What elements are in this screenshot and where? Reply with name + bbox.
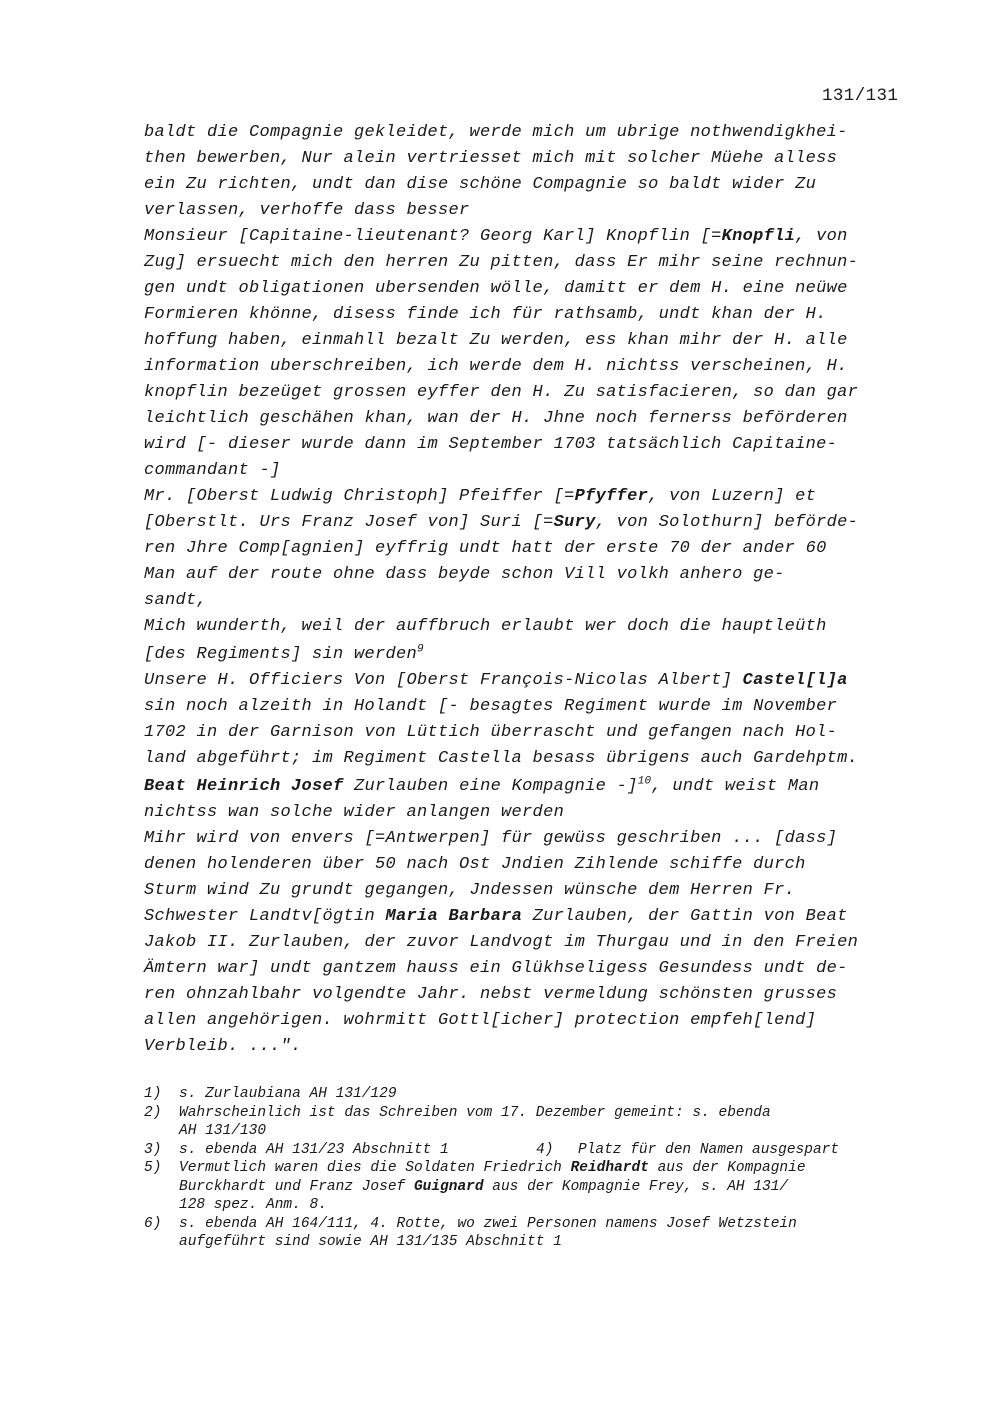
page-number: 131/131: [822, 86, 899, 106]
name-guignard: Guignard: [413, 1178, 484, 1195]
text-line: Sturm wind Zu grundt gegangen, Jndessen wünsche dem Herren Fr.: [144, 881, 796, 900]
text-line: Verbleib. ...".: [144, 1037, 302, 1056]
name-beat-heinrich-josef: Beat Heinrich Josef: [144, 777, 344, 796]
text-line: verlassen, verhoffe dass besser: [144, 201, 470, 220]
text-line: wird [- dieser wurde dann im September 1703 tatsächlich Capitaine-: [144, 435, 838, 454]
text-line: leichtlich geschähen khan, wan der H. Jhne noch fernerss beförderen: [144, 409, 848, 428]
name-reidhardt: Reidhardt: [570, 1160, 649, 1176]
footnote-5: 5) Vermutlich waren dies die Soldaten Friedrich Reidhardt aus der Kompagnie: [144, 1160, 806, 1176]
text-line: [des Regiments] sin werden$^9$: [144, 643, 424, 664]
text-line: Mihr wird von envers [=Antwerpen] für gewüss geschriben ... [dass]: [144, 829, 838, 848]
text-line: Ämtern war] undt gantzem hauss ein Glükhseligess Gesundess undt de-: [144, 959, 848, 978]
text-line: ren Jhre Comp[agnien] eyffrig undt hatt der erste 70 der ander 60: [144, 539, 827, 558]
text-line: Mr. [Oberst Ludwig Christoph] Pfeiffer [=Pfyffer, von Luzern] et: [144, 487, 817, 506]
footnote-5-cont: Burckhardt und Franz Josef Guignard aus der Kompagnie Frey, s. AH 131/: [179, 1178, 789, 1195]
name-sury: Sury: [553, 513, 596, 532]
text-line: Monsieur [Capitaine-lieutenant? Georg Karl] Knopflin [=Knopfli, von: [144, 227, 848, 246]
footnotes: [144, 1085, 914, 1252]
text-line: Man auf der route ohne dass beyde schon Vill volkh anhero ge-: [144, 565, 785, 584]
text-line: baldt die Compagnie gekleidet, werde mich um ubrige nothwendigkhei-: [144, 123, 848, 142]
footnote-ref: 10: [637, 775, 652, 788]
footnote-2-cont: AH 131/130: [179, 1123, 267, 1139]
footnote-6-cont: aufgeführt sind sowie AH 131/135 Abschnitt 1: [179, 1234, 562, 1250]
name-castella: Castel[l]a: [742, 671, 848, 690]
text-line: land abgeführt; im Regiment Castella besass übrigens auch Gardehptm.: [144, 749, 859, 768]
footnote-ref: 9: [417, 643, 424, 656]
text-line: then bewerben, Nur alein vertriesset mich mit solcher Müehe alless: [144, 149, 838, 168]
text-line: Beat Heinrich Josef Zurlauben eine Kompagnie -]$^{10}$, undt weist Man: [144, 775, 820, 796]
footnote-3-4: 3) s. ebenda AH 131/23 Abschnitt 1 4) Platz für den Namen ausgespart: [144, 1141, 840, 1158]
footnote-6: 6) s. ebenda AH 164/111, 4. Rotte, wo zwei Personen namens Josef Wetzstein: [144, 1215, 797, 1232]
text-line: 1702 in der Garnison von Lüttich überrascht und gefangen nach Hol-: [144, 723, 838, 742]
name-pfyffer: Pfyffer: [574, 487, 649, 506]
text-line: information uberschreiben, ich werde dem H. nichtss verscheinen, H.: [144, 357, 848, 376]
text-line: gen undt obligationen ubersenden wölle, damitt er dem H. eine neüwe: [144, 279, 848, 298]
text-line: ein Zu richten, undt dan dise schöne Compagnie so baldt wider Zu: [144, 175, 817, 194]
text-line: sandt,: [144, 591, 208, 610]
text-line: knopflin bezeüget grossen eyffer den H. Zu satisfacieren, so dan gar: [144, 383, 859, 402]
letter-transcription: [144, 120, 904, 1060]
text-line: Mich wunderth, weil der auffbruch erlaubt wer doch die hauptleüth: [144, 617, 827, 636]
text-line: nichtss wan solche wider anlangen werden: [144, 803, 565, 822]
text-line: hoffung haben, einmahll bezalt Zu werden, ess khan mihr der H. alle: [144, 331, 848, 350]
text-line: Formieren khönne, disess finde ich für rathsamb, undt khan der H.: [144, 305, 827, 324]
text-line: ren ohnzahlbahr volgendte Jahr. nebst vermeldung schönsten grusses: [144, 985, 838, 1004]
text-line: Unsere H. Officiers Von [Oberst François-Nicolas Albert] Castel[l]a: [144, 671, 848, 690]
text-line: allen angehörigen. wohrmitt Gottl[icher] protection empfeh[lend]: [144, 1011, 817, 1030]
text-line: Jakob II. Zurlauben, der zuvor Landvogt im Thurgau und in den Freien: [144, 933, 859, 952]
name-knopfli: Knopfli: [721, 227, 796, 246]
text-line: sin noch alzeith in Holandt [- besagtes Regiment wurde im November: [144, 697, 838, 716]
footnote-5-cont: 128 spez. Anm. 8.: [179, 1197, 327, 1213]
name-maria-barbara: Maria Barbara: [385, 907, 523, 926]
footnote-1: 1) s. Zurlaubiana AH 131/129: [144, 1086, 397, 1102]
text-line: denen holenderen über 50 nach Ost Jndien Zihlende schiffe durch: [144, 855, 806, 874]
text-line: Zug] ersuecht mich den herren Zu pitten, dass Er mihr seine rechnun-: [144, 253, 859, 272]
text-line: commandant -]: [144, 461, 281, 480]
footnote-2: 2) Wahrscheinlich ist das Schreiben vom 17. Dezember gemeint: s. ebenda: [144, 1104, 771, 1121]
text-line: Schwester Landtv[ögtin Maria Barbara Zurlauben, der Gattin von Beat: [144, 907, 848, 926]
text-line: [Oberstlt. Urs Franz Josef von] Suri [=Sury, von Solothurn] beförde-: [144, 513, 859, 532]
